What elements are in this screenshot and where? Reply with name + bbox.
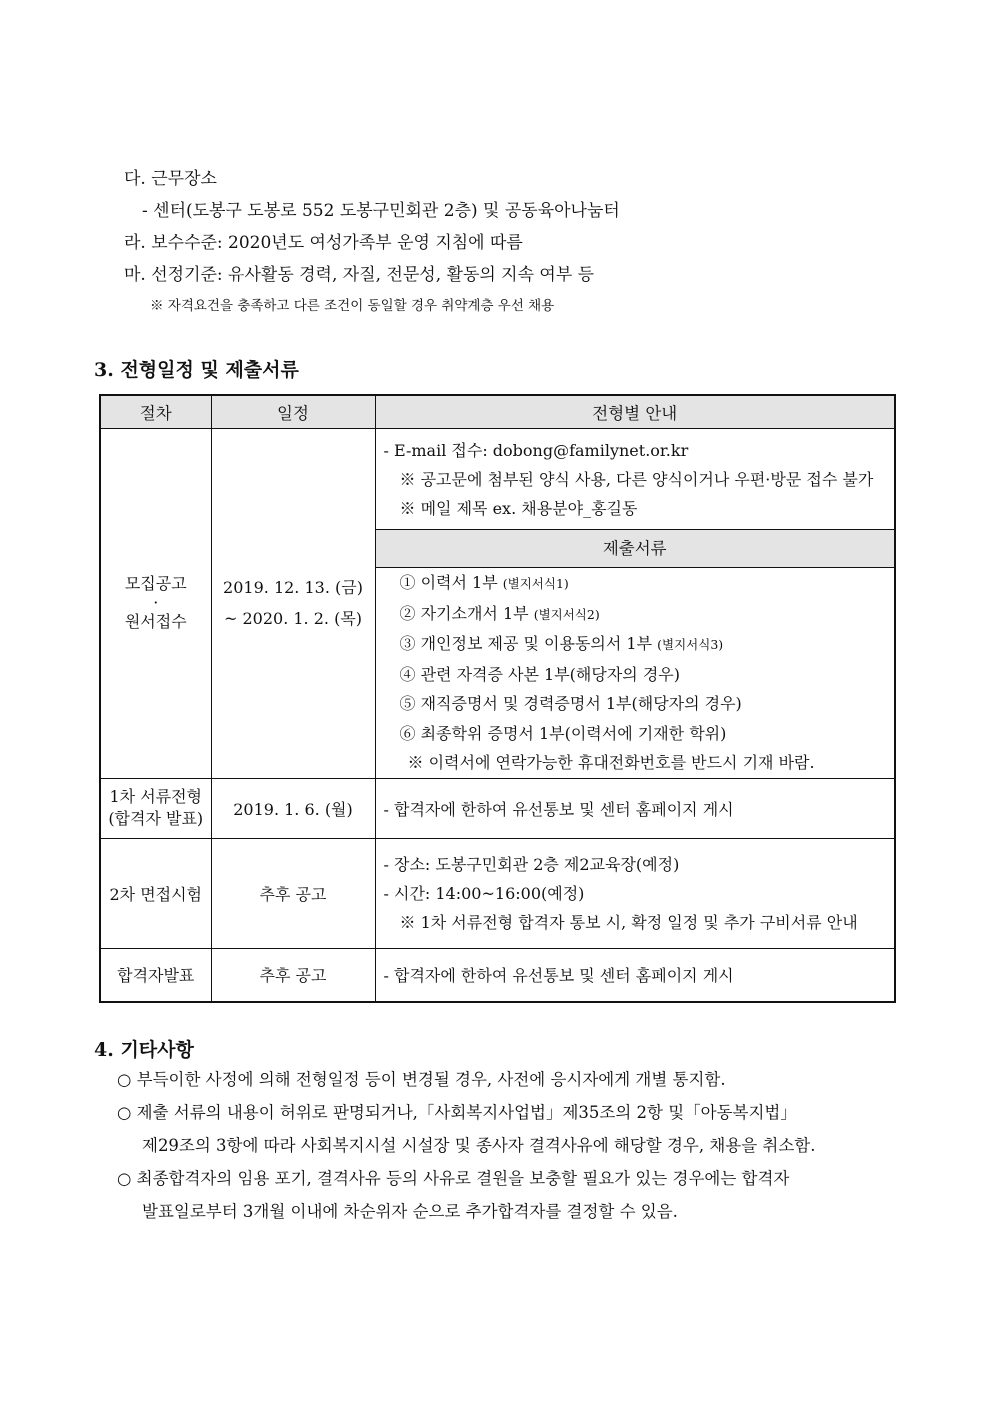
header-guide: 전형별 안내 [375, 395, 895, 429]
header-date: 일정 [211, 395, 375, 429]
recruit-date [211, 429, 375, 779]
doc-item: ① 이력서 1부 (별지서식1) [399, 573, 569, 592]
first-step-line2: (합격자 발표) [108, 809, 204, 828]
interview-guide [375, 838, 895, 948]
table-row [100, 778, 895, 838]
selection-criteria: 마. 선정기준: 유사활동 경력, 자질, 전문성, 활동의 지속 여부 등 [124, 265, 595, 285]
notice-item-2-line1: ○ 제출 서류의 내용이 허위로 판명되거나,「사회복지사업법」제35조의 2항 및「아동복지법」 [117, 1103, 797, 1122]
first-screening-step [100, 778, 211, 838]
workplace-detail: - 센터(도봉구 도봉로 552 도봉구민회관 2층) 및 공동육아나눔터 [142, 201, 620, 221]
table-header-row [100, 395, 895, 429]
schedule-table [99, 394, 896, 1003]
recruit-step-line1: 모집공고 [124, 574, 187, 594]
recruit-step [100, 429, 211, 779]
notice-item-1: ○ 부득이한 사정에 의해 전형일정 등이 변경될 경우, 사전에 응시자에게 개별 통지함. [117, 1070, 726, 1089]
interview-step: 2차 면접시험 [100, 838, 211, 948]
recruit-guide [375, 429, 895, 779]
final-guide: - 합격자에 한하여 유선통보 및 센터 홈페이지 게시 [375, 948, 895, 1002]
section-3-title: 3. 전형일정 및 제출서류 [94, 359, 299, 381]
email-submission: - E-mail 접수: dobong@familynet.or.kr [383, 441, 689, 460]
first-screening-guide: - 합격자에 한하여 유선통보 및 센터 홈페이지 게시 [375, 778, 895, 838]
doc-item: ③ 개인정보 제공 및 이용동의서 1부 (별지서식3) [399, 634, 724, 653]
final-date: 추후 공고 [211, 948, 375, 1002]
form-note: ※ 공고문에 첨부된 양식 사용, 다른 양식이거나 우편·방문 접수 불가 [399, 470, 874, 489]
interview-date: 추후 공고 [211, 838, 375, 948]
criteria-note: ※ 자격요건을 충족하고 다른 조건이 동일할 경우 취약계층 우선 채용 [150, 298, 555, 314]
table-row [100, 948, 895, 1002]
header-step: 절차 [100, 395, 211, 429]
notice-item-2-line2: 제29조의 3항에 따라 사회복지시설 시설장 및 종사자 결격사유에 해당할 경우, 채용을 취소함. [142, 1136, 816, 1155]
table-row [100, 838, 895, 948]
interview-place: - 장소: 도봉구민회관 2층 제2교육장(예정) [383, 854, 680, 874]
first-step-line1: 1차 서류전형 [109, 787, 203, 806]
table-row [100, 429, 895, 779]
documents-header: 제출서류 [376, 529, 895, 568]
recruit-step-line2: 원서접수 [124, 612, 187, 632]
section-4-title: 4. 기타사항 [94, 1039, 194, 1061]
doc-item: ⑤ 재직증명서 및 경력증명서 1부(해당자의 경우) [399, 694, 742, 713]
doc-note: ※ 이력서에 연락가능한 휴대전화번호를 반드시 기재 바람. [407, 753, 815, 772]
first-screening-date: 2019. 1. 6. (월) [211, 778, 375, 838]
recruit-date-end: ~ 2020. 1. 2. (목) [223, 609, 363, 629]
workplace-heading: 다. 근무장소 [124, 169, 217, 189]
doc-item: ② 자기소개서 1부 (별지서식2) [399, 603, 600, 623]
final-step: 합격자발표 [100, 948, 211, 1002]
interview-time: - 시간: 14:00~16:00(예정) [383, 883, 585, 903]
recruit-step-dot: · [153, 593, 159, 613]
pay-level: 라. 보수수준: 2020년도 여성가족부 운영 지침에 따름 [124, 233, 523, 253]
doc-item: ⑥ 최종학위 증명서 1부(이력서에 기재한 학위) [399, 723, 727, 743]
doc-item: ④ 관련 자격증 사본 1부(해당자의 경우) [399, 664, 680, 684]
notice-item-3-line2: 발표일로부터 3개월 이내에 차순위자 순으로 추가합격자를 결정할 수 있음. [142, 1202, 678, 1221]
recruit-date-start: 2019. 12. 13. (금) [223, 578, 363, 598]
notice-item-3-line1: ○ 최종합격자의 임용 포기, 결격사유 등의 사유로 결원을 보충할 필요가 있는 경우에는 합격자 [117, 1169, 790, 1188]
subject-note: ※ 메일 제목 ex. 채용분야_홍길동 [399, 499, 638, 518]
interview-note: ※ 1차 서류전형 합격자 통보 시, 확정 일정 및 추가 구비서류 안내 [399, 912, 858, 932]
